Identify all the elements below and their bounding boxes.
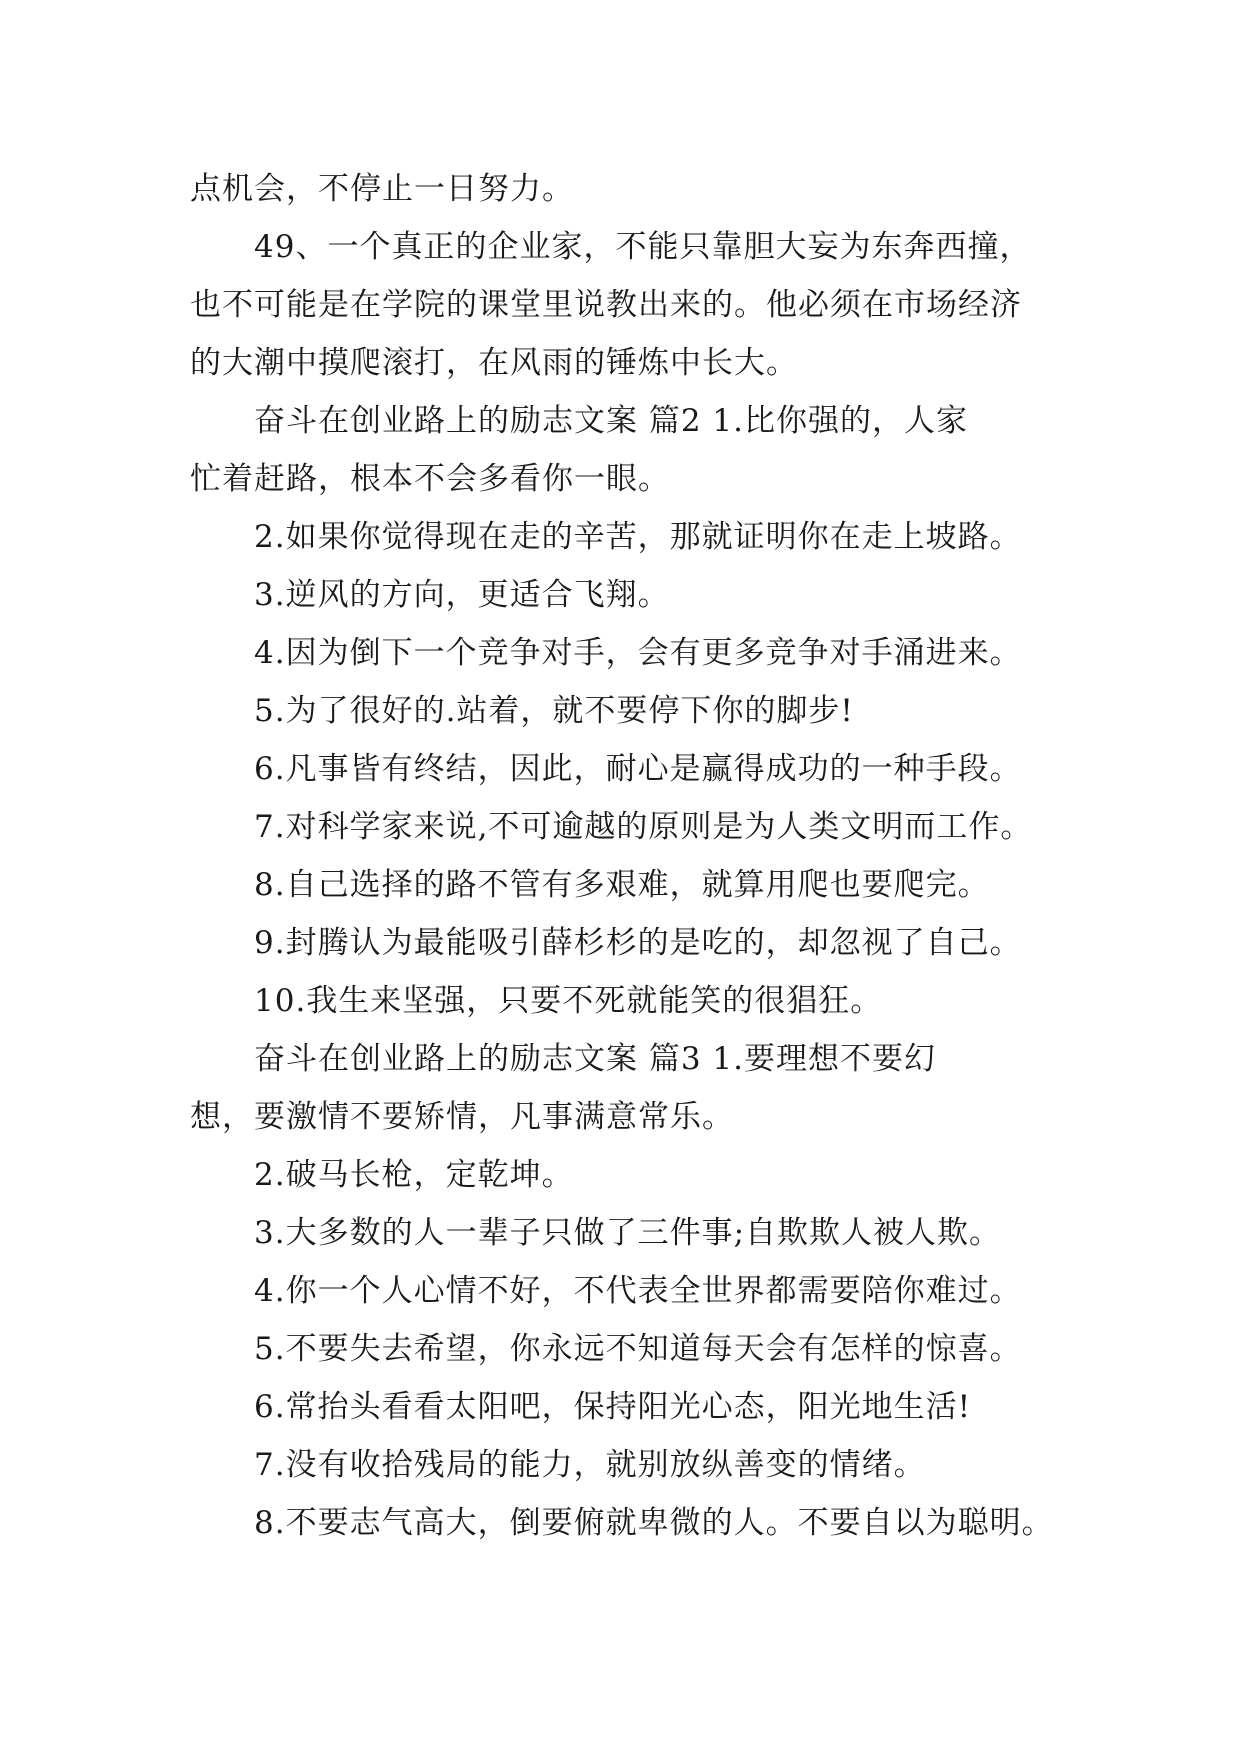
text-line: 想，要激情不要矫情，凡事满意常乐。 [190,1099,734,1135]
list-item: 5.为了很好的.站着，就不要停下你的脚步! [254,693,854,729]
list-item: 3.逆风的方向，更适合飞翔。 [254,577,670,613]
list-item: 9.封腾认为最能吸引薛杉杉的是吃的，却忽视了自己。 [254,925,1022,961]
section-heading-line: 奋斗在创业路上的励志文案 篇2 1.比你强的，人家 [254,403,969,439]
list-item: 7.对科学家来说,不可逾越的原则是为人类文明而工作。 [254,809,1033,845]
list-item: 4.你一个人心情不好，不代表全世界都需要陪你难过。 [254,1273,1022,1309]
text-line: 49、一个真正的企业家，不能只靠胆大妄为东奔西撞， [254,229,1032,265]
text-line: 忙着赶路，根本不会多看你一眼。 [190,461,670,497]
document-body [190,160,1070,1552]
list-item: 2.破马长枪，定乾坤。 [254,1157,574,1193]
list-item: 8.不要志气高大，倒要俯就卑微的人。不要自以为聪明。 [254,1505,1054,1541]
list-item: 3.大多数的人一辈子只做了三件事;自欺欺人被人欺。 [254,1215,1002,1251]
list-item: 10.我生来坚强，只要不死就能笑的很猖狂。 [254,983,883,1019]
list-item: 6.凡事皆有终结，因此，耐心是赢得成功的一种手段。 [254,751,1022,787]
list-item: 5.不要失去希望，你永远不知道每天会有怎样的惊喜。 [254,1331,1022,1367]
list-item: 2.如果你觉得现在走的辛苦，那就证明你在走上坡路。 [254,519,1022,555]
list-item: 6.常抬头看看太阳吧，保持阳光心态，阳光地生活! [254,1389,972,1425]
list-item: 7.没有收拾残局的能力，就别放纵善变的情绪。 [254,1447,926,1483]
list-item: 8.自己选择的路不管有多艰难，就算用爬也要爬完。 [254,867,990,903]
list-item: 4.因为倒下一个竞争对手，会有更多竞争对手涌进来。 [254,635,1022,671]
section-heading-line: 奋斗在创业路上的励志文案 篇3 1.要理想不要幻 [254,1041,937,1077]
text-line: 的大潮中摸爬滚打，在风雨的锤炼中长大。 [190,345,798,381]
text-line: 点机会，不停止一日努力。 [190,171,574,207]
text-line: 也不可能是在学院的课堂里说教出来的。他必须在市场经济 [190,287,1022,323]
